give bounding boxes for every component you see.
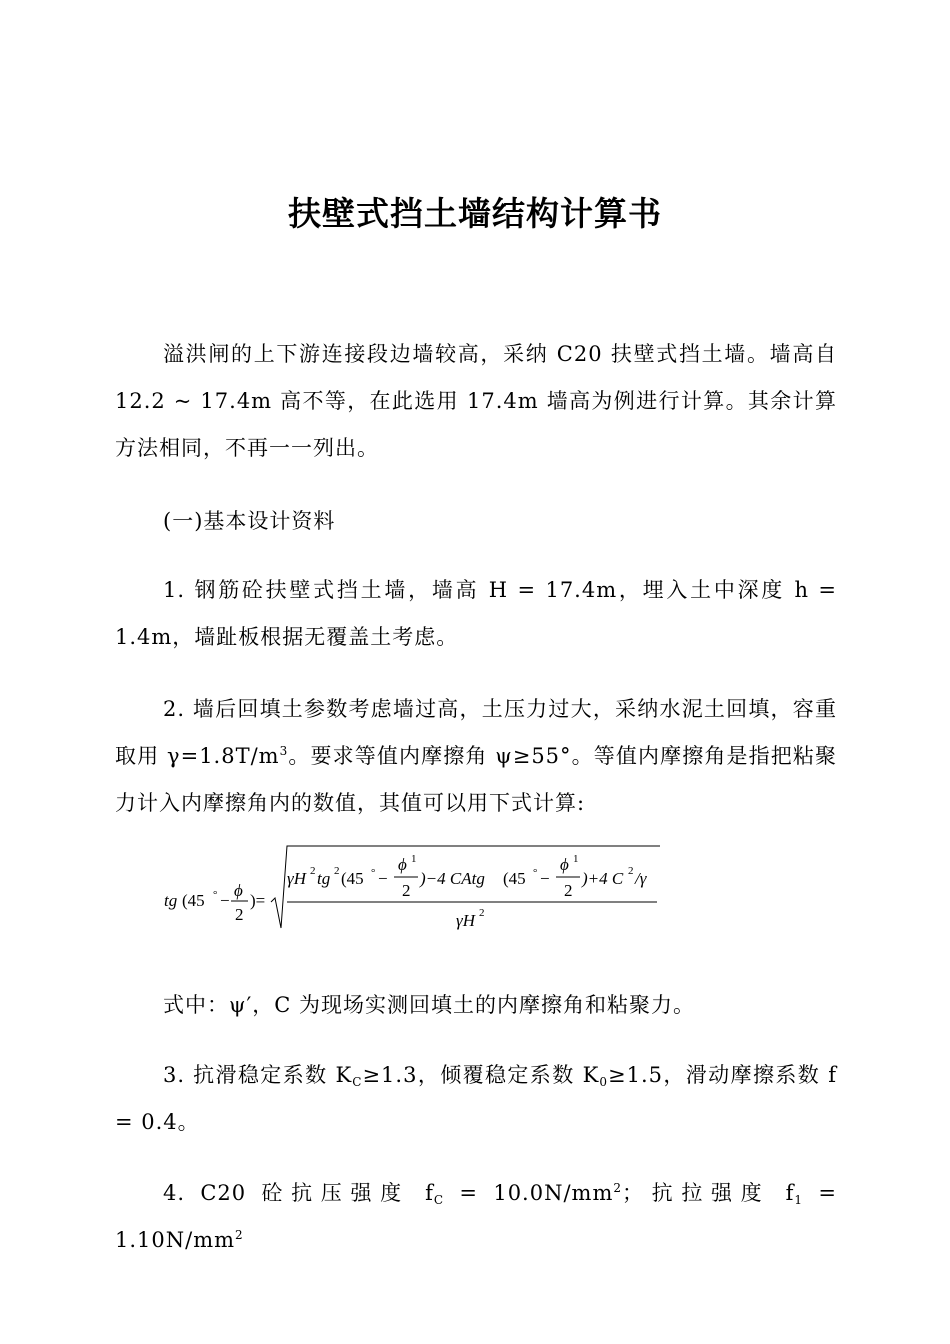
- formula-lhs-two: 2: [235, 905, 244, 924]
- item-4-text-a: 4. C20 砼抗压强度 f: [163, 1181, 434, 1205]
- formula-lhs-degree: °: [213, 889, 218, 901]
- item-3-subscript-a: C: [352, 1075, 363, 1089]
- formula-num-phi-sup-a: 1: [411, 853, 417, 865]
- formula-num-phi-a: ϕ: [398, 855, 407, 874]
- item-4-subscript-b: 1: [794, 1193, 804, 1207]
- item-4-text-d: = 1.10N/mm: [115, 1181, 837, 1252]
- item-2-text-a: 2. 墙后回填土参数考虑墙过高，土压力过大，采纳水泥土回填，容重取用 γ=1.8T/m: [115, 697, 837, 768]
- formula-num-two-b: 2: [564, 881, 573, 900]
- formula-lhs-minus: −: [220, 891, 230, 910]
- item-4-superscript-b: 2: [235, 1228, 244, 1242]
- item-2-text-b: 。要求等值内摩擦角 ψ≥55°。等值内摩擦角是指把粘聚力计入内摩擦角内的数值，其值可以用下式计算:: [115, 744, 837, 815]
- formula-num-two-a: 2: [402, 881, 411, 900]
- item-2-paragraph: [115, 686, 837, 827]
- item-4-subscript-a: C: [433, 1193, 445, 1207]
- item-4-text-b: = 10.0N/mm: [444, 1181, 614, 1205]
- item-4-paragraph: [115, 1170, 837, 1264]
- formula-num-phi-sup-b: 1: [573, 853, 579, 865]
- formula-num-degree-a: °: [371, 867, 376, 879]
- formula-num-sup-c: 2: [628, 865, 634, 877]
- formula-num-minus-b: −: [540, 869, 550, 888]
- item-3-text-b: ≥1.3，倾覆稳定系数 K: [362, 1063, 600, 1087]
- item-3-subscript-b: 0: [599, 1075, 608, 1089]
- formula-lhs-tg: tg: [164, 891, 178, 910]
- item-1-paragraph: 1. 钢筋砼扶壁式挡土墙，墙高 H = 17.4m，埋入土中深度 h = 1.4m，墙趾板根据无覆盖土考虑。: [115, 578, 837, 649]
- item-4-text-c: ；抗拉强度 f: [622, 1181, 795, 1205]
- formula-num-catg: )−4 CAtg: [420, 869, 485, 888]
- formula-lhs-phi: ϕ: [234, 881, 243, 900]
- formula-explanation: 式中：ψ′，C 为现场实测回填土的内摩擦角和粘聚力。: [163, 993, 695, 1017]
- formula-num-over-gamma: /γ: [635, 869, 647, 888]
- formula-num-sup-a: 2: [310, 865, 316, 877]
- formula-num-open-a: (45: [341, 869, 364, 888]
- formula-num-phi-b: ϕ: [560, 855, 569, 874]
- formula-num-degree-b: °: [533, 867, 538, 879]
- formula-num-gamma-h: γH: [287, 869, 306, 888]
- section-heading: (一)基本设计资料: [163, 509, 336, 533]
- formula-num-sup-b: 2: [334, 865, 340, 877]
- formula-num-minus-a: −: [378, 869, 388, 888]
- friction-angle-formula: [160, 840, 680, 940]
- item-3-text-c: ≥1.5，滑动摩擦系数 f = 0.4。: [115, 1063, 837, 1134]
- document-title: 扶壁式挡土墙结构计算书: [288, 194, 662, 233]
- formula-lhs-close: )=: [250, 891, 266, 910]
- intro-paragraph: 溢洪闸的上下游连接段边墙较高，采纳 C20 扶壁式挡土墙。墙高自 12.2 ~ 17.4m 高不等，在此选用 17.4m 墙高为例进行计算。其余计算方法相同，不再一一列出。: [115, 342, 837, 460]
- formula-num-tg: tg: [317, 869, 331, 888]
- item-2-superscript: 3: [279, 744, 289, 758]
- formula-lhs-open: (45: [182, 891, 205, 910]
- item-4-superscript-a: 2: [613, 1181, 623, 1195]
- formula-num-c-term: )+4 C: [582, 869, 624, 888]
- formula-denominator: γH: [456, 911, 475, 930]
- formula-num-open-b: (45: [503, 869, 526, 888]
- item-3-text-a: 3. 抗滑稳定系数 K: [163, 1063, 353, 1087]
- formula-den-sup: 2: [479, 907, 485, 919]
- item-3-paragraph: [115, 1052, 837, 1146]
